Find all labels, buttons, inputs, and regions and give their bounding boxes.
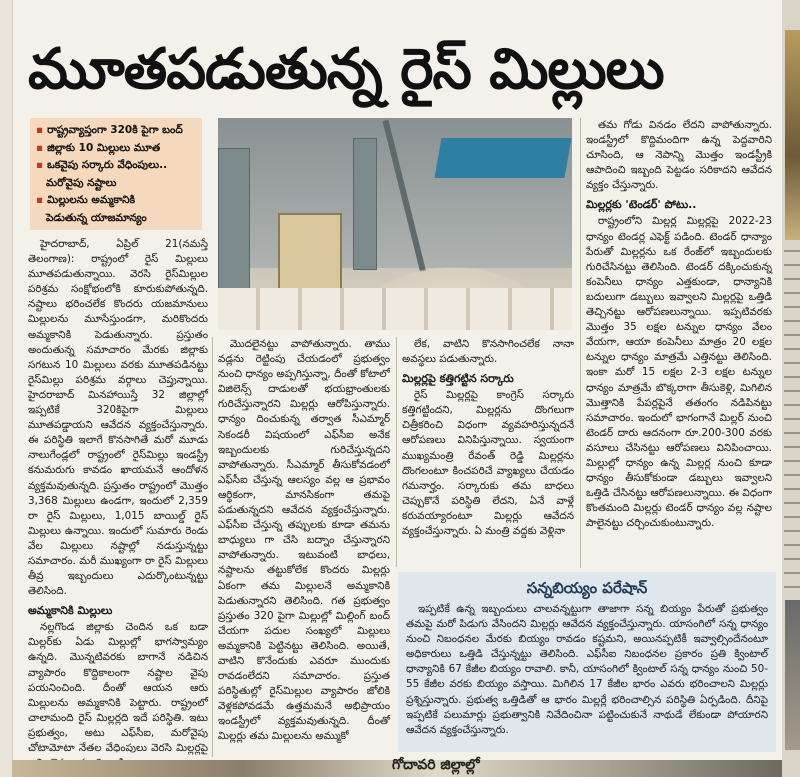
- paragraph: మొదలైనట్టు వాపోతున్నారు. తాము వడ్లను రెట్టింపు చేయడంలో ప్రభుత్వం నుంచి ధాన్యం అప్పగిస్తున్నా, దీంతో కోటాలో విజిలెన్స్ దాడులతో భయభ్రాంతులకు గురిచేస్తున్నారని మిల్లర్లు ఆరోపిస్తున్నారు. ధాన్యం దించుకున్న తర్వాత సీఎమ్మార్ సెకండరీ విషయంలో ఎఫ్‌సీఐ అనేక ఇబ్బందులకు గురిచేస్తున్నదని వాపోతున్నారు. సీఎమ్మార్ తీసుకోవడంలో ఎఫ్‌సీఐ చేస్తున్న ఆలస్యం వల్ల ఆ ప్రభావం ఆర్థికంగా, మానసికంగా తమపై పడుతున్నదని ఆవేదన వ్యక్తంచేస్తున్నారు. ఎఫ్‌సీఐ చేస్తున్న తప్పులకు కూడా తమను బాధ్యులు గా చేసి బద్నాం చేస్తున్నారని వాపోతున్నారు. ఇటువంటి బాధలు, నష్టాలను తట్టుకోలేక కొందరు మిల్లర్లు ఏకంగా తమ మిల్లులనే అమ్మకానికి పెడుతున్నారని తెలిసింది. గత ప్రభుత్వం ప్రస్తుతం 320 పైగా మిల్లుల్లో మిల్లింగ్ బంద్ చేయగా పదుల సంఖ్యలో మిల్లులు అమ్మకానికి పెట్టినట్టు తెలిసింది. అయితే, వాటిని కొనేందుకు ఎవరూ ముందుకు రావడంలేదని సమాచారం. ప్రస్తుత పరిస్థితుల్లో రైస్‌మిల్లుల వ్యాపారం జోలికి వెళ్లకపోవడమే ఉత్తమమనే అభిప్రాయం ఇండస్ట్రీలో వ్యక్తమవుతున్నది. దీంతో మిల్లర్లు తమ మిల్లులను అమ్ముకో: [218, 338, 390, 743]
- column-rule: [580, 118, 581, 568]
- photo-column: [353, 138, 377, 270]
- highlight-item: ▪ జిల్లాకు 10 మిల్లులు మూత: [36, 140, 196, 158]
- adjacent-photo-strip-lower: [785, 600, 800, 750]
- column-rule: [212, 337, 213, 757]
- adjacent-text-strip: [784, 250, 800, 590]
- subheading: అమ్మకానికి మిల్లులు: [28, 604, 113, 618]
- headline: మూతపడుతున్న రైస్ మిల్లులు: [28, 37, 664, 102]
- sidebar-box: [398, 572, 776, 752]
- photo-blue-hopper: [434, 138, 571, 178]
- article-column-2: [218, 337, 390, 757]
- next-story-headline: గోదావరి జిల్లాల్లో: [392, 757, 480, 773]
- sidebar-title: సన్నబియ్యం పరేషాన్: [526, 579, 648, 597]
- highlight-item: ▪ మిల్లులను అమ్మకానికి: [36, 192, 196, 210]
- next-story-strip: [12, 757, 782, 777]
- subheading: మిల్లర్లకు 'టెండర్' పోటు..: [586, 198, 697, 212]
- highlight-item: పెడుతున్న యాజమాన్యం: [46, 211, 147, 224]
- subheading: మిల్లర్లపై కత్తిగట్టిన సర్కారు: [402, 372, 514, 386]
- paragraph: నల్లగొండ జిల్లాకు చెందిన ఒక బడా మిల్లర్‌కు ఏడు మిల్లుల్లో భాగస్వామ్యం ఉన్నది. మొన్నటివరకు బాగానే నడిచిన వ్యాపారం కొద్దికాలంగా నష్టాల వైపు పయనించింది. దీంతో ఆయన ఆరు మిల్లులను అమ్మకానికి పెట్టారు. రాష్ట్రంలో చాలామంది రైస్ మిల్లర్లది ఇదే పరిస్థితి. ఇటు ప్రభుత్వం, అటు ఎఫ్‌సీఐ, మరోవైపు చోటామోటా నేతల వేధింపులు వెరసి మిల్లర్లపై: [28, 621, 208, 754]
- adjacent-page-edge-right: [782, 0, 800, 777]
- adjacent-photo-strip: [785, 30, 800, 240]
- paragraph: హైదరాబాద్, ఏప్రిల్ 21(నమస్తే తెలంగాణ): రాష్ట్రంలో రైస్ మిల్లులు మూతపడుతున్నాయి. వెరసి రైస్‌మిల్లుల పరిశ్రమ సంక్షోభంలోకి కూరుకుపోతున్నది. నష్టాలు భరించలేక కొందరు యజమానులు మిల్లులను మూసేస్తుండగా, మరికొందరు అమ్మకానికి పెడుతున్నారు. ప్రస్తుతం అందుతున్న సమాచారం మేరకు జిల్లాకు సగటున 10 మిల్లులు వరకు మూతపడినట్టు రైస్‌మిల్లు పరిశ్రమ వర్గాలు చెప్తున్నాయి. హైదరాబాద్ మినహాయిస్తే 32 జిల్లాల్లో ఇప్పటికే 320కిపైగా మిల్లులు మూతపడ్డాయని ఆవేదన వ్యక్తంచేస్తున్నారు. ఈ పరిస్థితి ఇలాగే కొనసాగితే మరో మూడు నాలుగేండ్లలో రాష్ట్రంలో రైస్‌మిల్లు ఇండస్ట్రీ కనుమరుగు కావడం ఖాయమనే ఆందోళన వ్యక్తమవుతున్నది. ప్రస్తుతం రాష్ట్రంలో మొత్తం 3,368 మిల్లులు ఉండగా, ఇందులో 2,359 రా రైస్ మిల్లులు, 1,015 బాయిల్డ్ రైస్ మిల్లులు ఉన్నాయి. ఇందులో సుమారు రెండు వేల మిల్లులు నష్టాల్లో నడుస్తున్నట్టు సమాచారం. మరీ ముఖ్యంగా రా రైస్ మిల్లులు తీవ్ర ఇబ్బందులు ఎదుర్కొంటున్నట్టు తెలిసింది.: [28, 238, 208, 598]
- article-column-3: [402, 337, 574, 567]
- adjacent-page-edge-left: [0, 0, 13, 777]
- photo-silo: [218, 148, 250, 300]
- paragraph: లేక, వాటిని కొనసాగించలేక నానా అవస్థలు పడుతున్నారు.: [402, 338, 574, 366]
- paragraph: ఇప్పటికే ఉన్న ఇబ్బందులు చాలవన్నట్టుగా తాజాగా సన్న బియ్యం పేరుతో ప్రభుత్వం తమపై మరో పిడుగు వేసిందని మిల్లర్లు ఆవేదన వ్యక్తంచేస్తున్నారు. యాసంగిలో సన్న ధాన్యం నుంచి నిబంధనల మేరకు బియ్యం రావడం కష్టమని, అయినప్పటికీ ఇవ్వాల్సిందేనంటూ అధికారులు ఒత్తిడి చేస్తున్నట్టు తెలిసింది. ఎఫ్‌సీఐ నిబంధనల ప్రకారం ప్రతి క్వింటాల్ ధాన్యానికి 67 కేజీల బియ్యం రావాలి. కానీ, యాసంగిలో క్వింటాల్ సన్న ధాన్యం నుంచి 50-55 కేజీల వరకు బియ్యం వస్తాయి. మిగిలిన 17 కేజీల భారం ఎవరు భరించాలని మిల్లర్లు ప్రశ్నిస్తున్నారు. ప్రభుత్వ ఒత్తిడితో ఆ భారం మిల్లర్లే భరించాల్సిన పరిస్థితి ఏర్పడింది. దీనిపై ఇప్పటికే పలుమార్లు ప్రభుత్వానికి నివేదించినా పట్టించుకునే నాథుడే లేకుండా పోయారని ఆవేదన వ్యక్తంచేస్తున్నారు.: [406, 603, 768, 736]
- paragraph: తమ గోడు వినడం లేదని వాపోతున్నారు. ఇండస్ట్రీలో కొద్దిమందిగా ఉన్న పెద్దవారిని చూసింది, ఆ నెపాన్ని మొత్తం ఇండస్ట్రీకి ఆపాదించి ఇబ్బంది పెట్టడం సరికాదని ఆవేదన వ్యక్తం చేస్తున్నారు.: [586, 119, 772, 192]
- column-rule: [396, 337, 397, 567]
- highlight-item: ▪ రాష్ట్రవ్యాప్తంగా 320కి పైగా బంద్: [36, 122, 196, 140]
- paragraph: రాష్ట్రంలోని మిల్లర్ల మిల్లర్లపై 2022-23 ధాన్యం టెండర్ల ఎఫెక్ట్ పడింది. టెండర్ ధాన్యాం పేరుతో మిల్లర్లను ఒక రేంజ్‌లో ఇబ్బందులకు గురిచేసినట్టు తెలిసింది. టెండర్ దక్కించుకున్న కంపెనీలు ధాన్యం ఎత్తకుండా, ధాన్యానికి బదులుగా డబ్బులు ఇవ్వాలని మిల్లర్లపై ఒత్తిడి తెచ్చినట్టు ఆరోపణలున్నాయి. ఇప్పటివరకు మొత్తం 35 లక్షల టన్నుల ధాన్యం వేలం వేయగా, ఆయా కంపెనీలు మాత్రం 20 లక్షల టన్నుల ధాన్యం మాత్రమే ఎత్తినట్టు తెలిసింది. ఇంకా మరో 15 లక్షల 2-3 లక్షల టన్నుల ధాన్యం మాత్రమే బొక్కరాగా తీసుకెళ్లి, మిగిలిన మొత్తానికి పేపర్లపైనే తతంగం నడిపినట్టు సమాచారం. ఇందులో భాగంగానే మిల్లర్ నుంచి టెండర్ దారు ఆదనంగా రూ.200-300 వరకు వసూలు చేసినట్టు ఆరోపణలు వినిపించాయి. మిల్లుల్లో ధాన్యం ఉన్న మిల్లర్ల నుంచి కూడా ధాన్యం తీసుకోకుండా డబ్బులు ఇవ్వాలని ఒత్తిడి చేసినట్టు ఆరోపణలున్నాయి. ఈ విధంగా కొంతమంది మిల్లర్లు టెండర్ ధాన్యం వల్ల నష్టాల పాలైనట్టు చర్చించుకుంటున్నారు.: [586, 215, 772, 530]
- rice-mill-photo: [218, 118, 572, 330]
- highlight-item: ▪ ఒకవైపు సర్కారు వేధింపులు..: [36, 157, 196, 175]
- highlight-item: మరోవైపు నష్టాలు: [46, 176, 117, 189]
- article-column-1: [28, 237, 208, 757]
- highlights-box: [30, 118, 202, 230]
- photo-sacks: [218, 288, 572, 330]
- paragraph: రైస్ మిల్లర్లపై కాంగ్రెస్ సర్కారు కత్తిగట్టిందని, మిల్లర్లను దొంగలుగా చిత్రీకరించి విధంగా వ్యవహరిస్తున్నదనే ఆరోపణలు వినిపిస్తున్నాయి. స్వయంగా ముఖ్యమంత్రి రేవంత్ రెడ్డి మిల్లర్లను దొంగలంటూ కించపరిచే వ్యాఖ్యలు చేయడం గమనార్హం. సర్కారుకు తమ బాధలు చెప్పుకొనే పరిస్థితి లేదని, ఏనే వాళ్లే కరువయ్యారంటూ మిల్లర్లు ఆవేదన వ్యక్తంచేస్తున్నారు. ఏ మంత్రి వద్దకు వెళ్లినా: [402, 389, 574, 538]
